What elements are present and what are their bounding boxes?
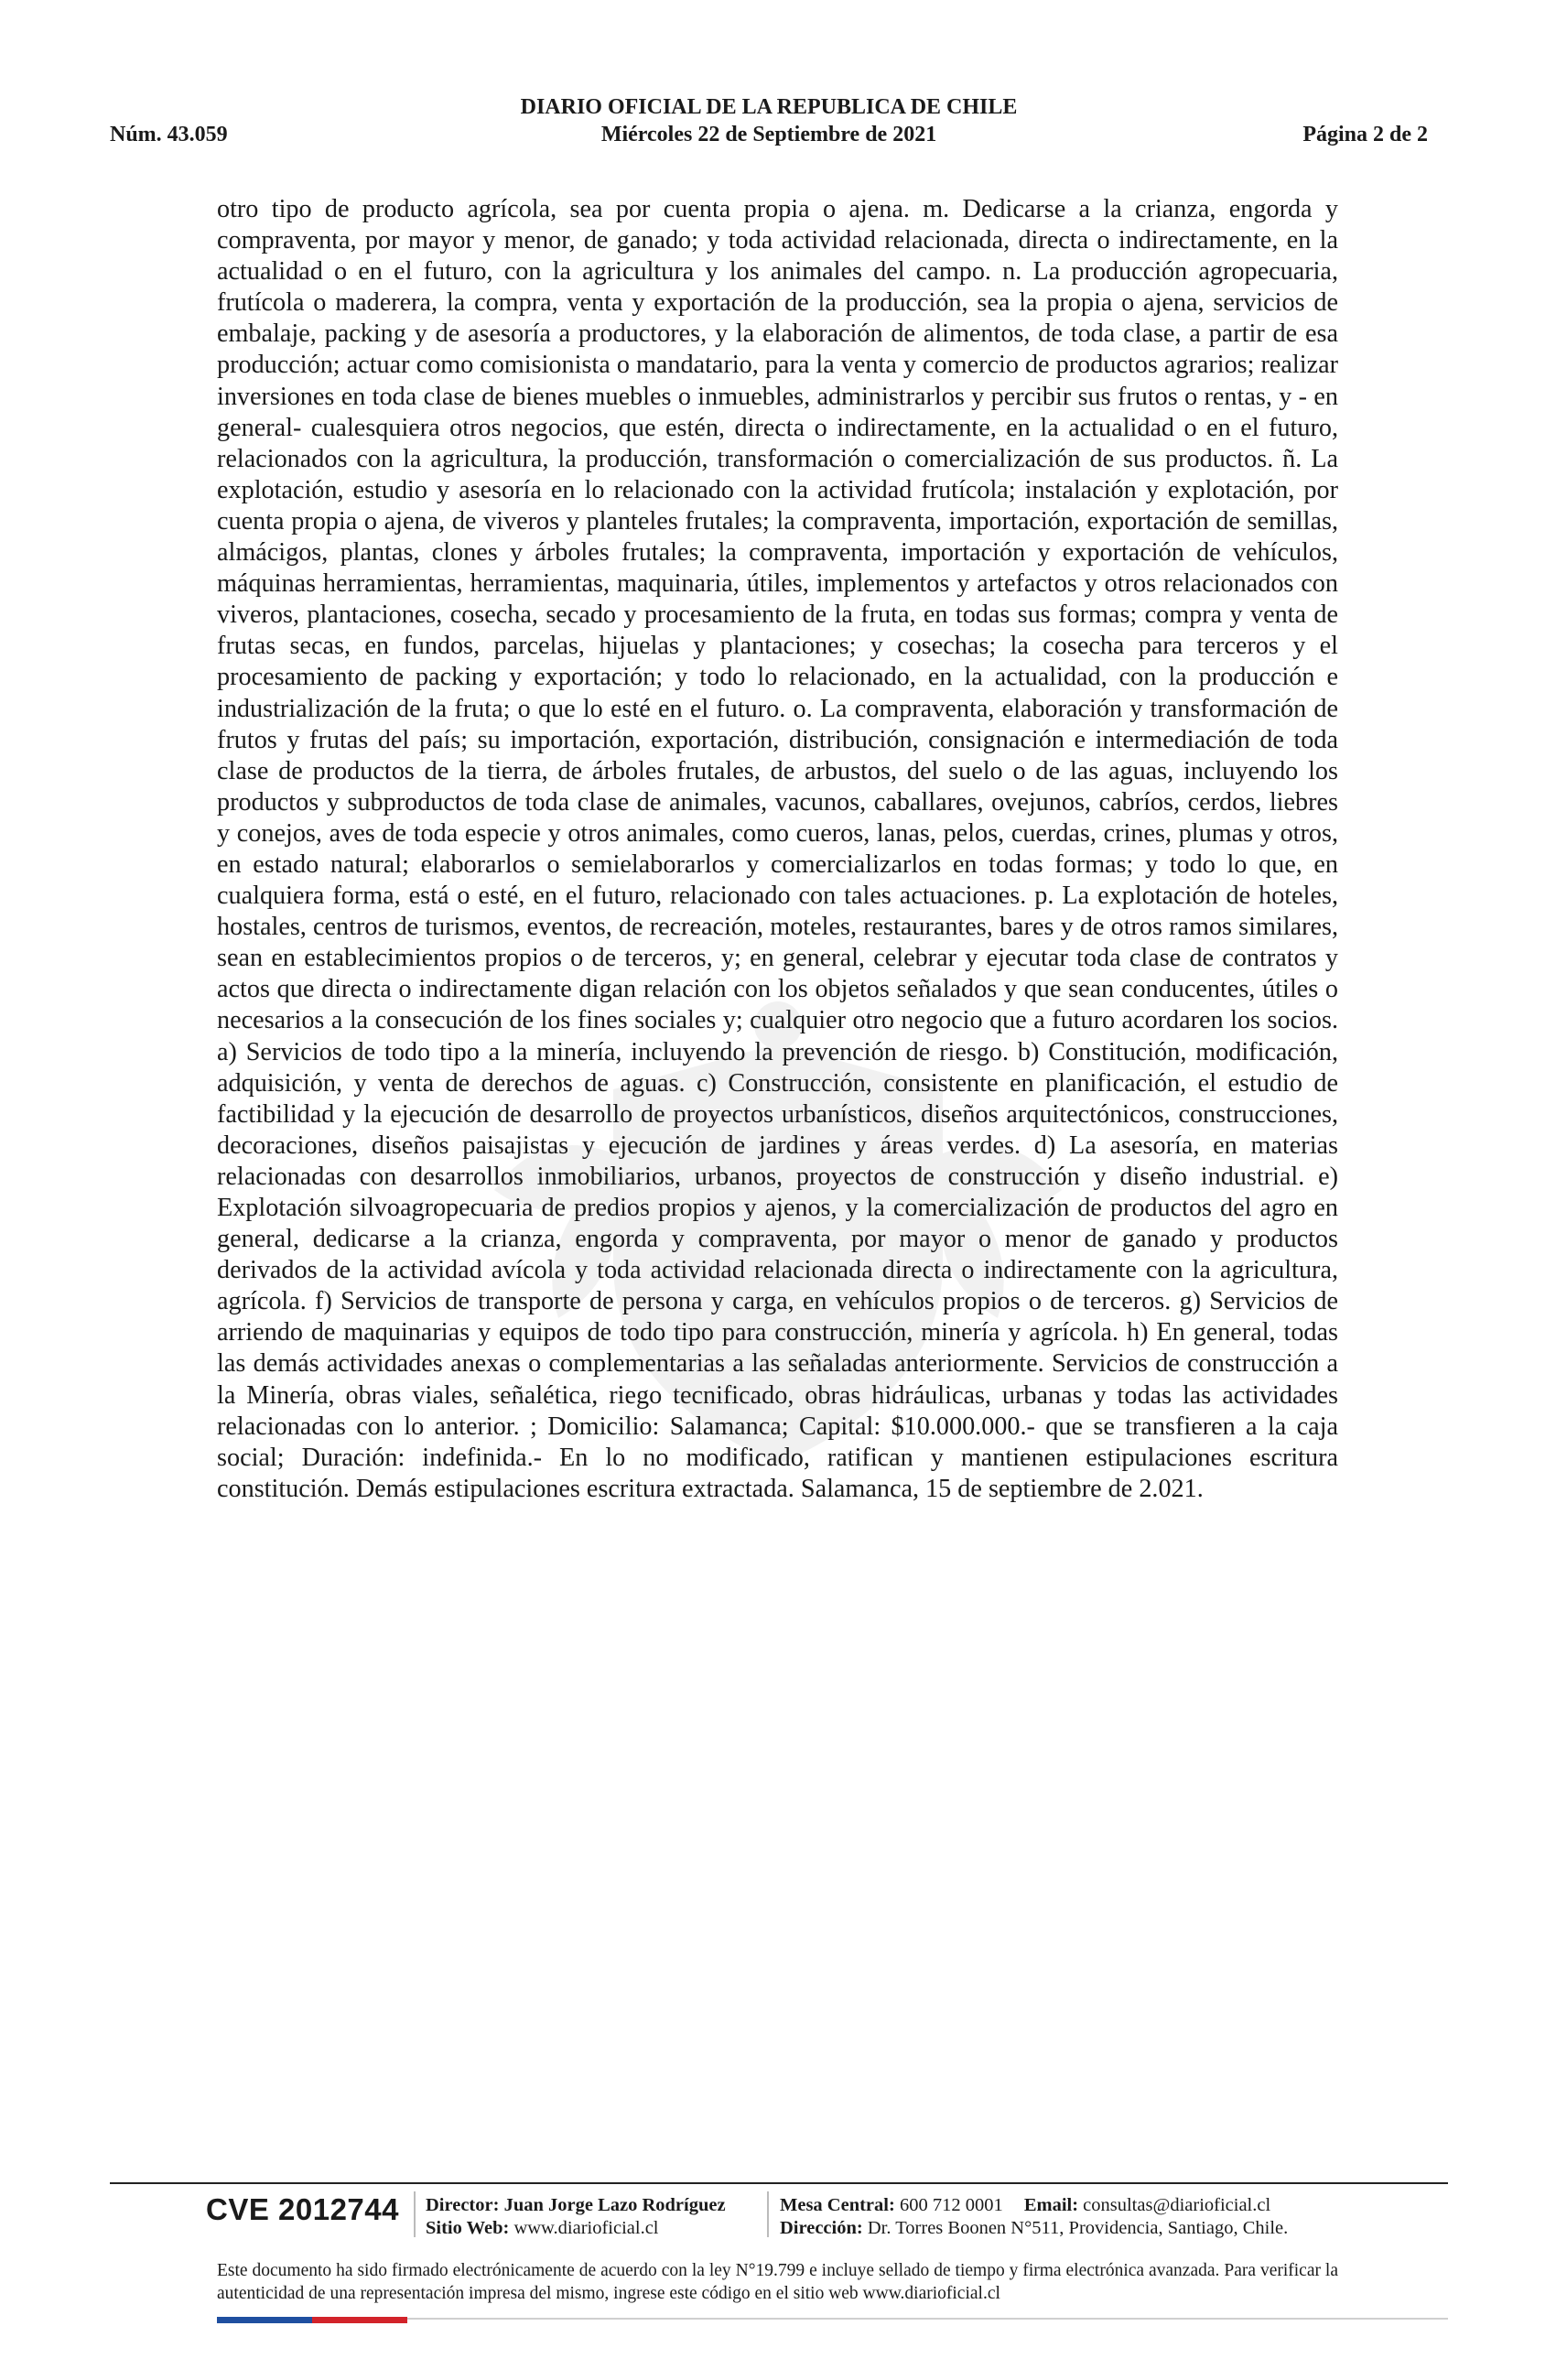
footer-separator [767,2191,769,2237]
page-indicator: Página 2 de 2 [1302,123,1428,146]
legal-notice: Este documento ha sido firmado electrónicamente de acuerdo con la ley N°19.799 e incluye sellado de tiempo y firma electrónica avanzada. Para verificar la autenticidad de una representación impresa del mismo, ingrese este código en el sitio web www.diarioficial.cl [217,2261,1338,2303]
chile-flag-stripe [217,2317,407,2323]
director-label: Director: [426,2195,500,2215]
address-line [780,2217,1288,2240]
flag-red-segment [312,2317,407,2323]
phone-label: Mesa Central: [780,2195,895,2215]
phone-number: 600 712 0001 [899,2195,1003,2215]
director-line [426,2194,726,2217]
footer-divider [110,2182,1448,2184]
address-label: Dirección: [780,2218,863,2238]
director-name: Juan Jorge Lazo Rodríguez [503,2195,726,2215]
page-header [110,92,1428,156]
address-text: Dr. Torres Boonen N°511, Providencia, Santiago, Chile. [867,2218,1289,2238]
contact-line [780,2194,1270,2217]
email-label: Email: [1023,2195,1079,2215]
flag-blue-segment [217,2317,312,2323]
article-body: otro tipo de producto agrícola, sea por cuenta propia o ajena. m. Dedicarse a la crianza, engorda y compraventa, por mayor y menor, de ganado; y toda actividad relacionada, directa o indirectamente, en la actualidad o en el futuro, con la agricultura y los animales del campo. n. La producción agropecuaria, frutícola o maderera, la compra, venta y exportación de la producción, sea la propia o ajena, servicios de embalaje, packing y de asesoría a productores, y la elaboración de alimentos, de toda clase, a partir de esa producción; actuar como comisionista o mandatario, para la venta y comercio de productos agrarios; realizar inversiones en toda clase de bienes muebles o inmuebles, administrarlos y percibir sus frutos o rentas, y - en general- cualesquiera otros negocios, que estén, directa o indirectamente, en la actualidad o en el futuro, relacionados con la agricultura, la producción, transformación o comercialización de sus productos. ñ. La explotación, estudio y asesoría en lo relacionado con la actividad frutícola; instalación y explotación, por cuenta propia o ajena, de viveros y planteles frutales; la compraventa, importación, exportación de semillas, almácigos, plantas, clones y árboles frutales; la compraventa, importación y exportación de vehículos, máquinas herramientas, herramientas, maquinaria, útiles, implementos y artefactos y otros relacionados con viveros, plantaciones, cosecha, secado y procesamiento de la fruta, en todas sus formas; compra y venta de frutas secas, en fundos, parcelas, hijuelas y plantaciones; y cosechas; la cosecha para terceros y el procesamiento de packing y exportación; y todo lo relacionado, en la actualidad, con la producción e industrialización de la fruta; o que lo esté en el futuro. o. La compraventa, elaboración y transformación de frutos y frutas del país; su importación, exportación, distribución, consignación e intermediación de toda clase de productos de la tierra, de árboles frutales, de arbustos, del suelo o de las aguas, incluyendo los productos y subproductos de toda clase de animales, vacunos, caballares, ovejunos, cabríos, cerdos, liebres y conejos, aves de toda especie y otros animales, como cueros, lanas, pelos, cuerdas, crines, plumas y otros, en estado natural; elaborarlos o semielaborarlos y comercializarlos en todas formas; y todo lo que, en cualquiera forma, está o esté, en el futuro, relacionado con tales actuaciones. p. La explotación de hoteles, hostales, centros de turismos, eventos, de recreación, moteles, restaurantes, bares y de otros ramos similares, sean en establecimientos propios o de terceros, y; en general, celebrar y ejecutar toda clase de contratos y actos que directa o indirectamente digan relación con los objetos señalados y que sean conducentes, útiles o necesarios a la consecución de los fines sociales y; cualquier otro negocio que a futuro acordaren los socios. a) Servicios de todo tipo a la minería, incluyendo la prevención de riesgo. b) Constitución, modificación, adquisición, y venta de derechos de aguas. c) Construcción, consistente en planificación, el estudio de factibilidad y la ejecución de desarrollo de proyectos urbanísticos, diseños arquitectónicos, construcciones, decoraciones, diseños paisajistas y ejecución de jardines y áreas verdes. d) La asesoría, en materias relacionadas con desarrollos inmobiliarios, urbanos, proyectos de construcción y diseño industrial. e) Explotación silvoagropecuaria de predios propios y ajenos, y la comercialización de productos del agro en general, dedicarse a la crianza, engorda y compraventa, por mayor o menor de ganado y productos derivados de la actividad avícola y toda actividad relacionada directa o indirectamente con la agricultura, agrícola. f) Servicios de transporte de persona y carga, en vehículos propios o de terceros. g) Servicios de arriendo de maquinarias y equipos de todo tipo para construcción, minería y agrícola. h) En general, todas las demás actividades anexas o complementarias a las señaladas anteriormente. Servicios de construcción a la Minería, obras viales, señalética, riego tecnificado, obras hidráulicas, urbanas y todas las actividades relacionadas con lo anterior. ; Domicilio: Salamanca; Capital: $10.000.000.- que se transfieren a la caja social; Duración: indefinida.- En lo no modificado, ratifican y mantienen estipulaciones escritura constitución. Demás estipulaciones escritura extractada. Salamanca, 15 de septiembre de 2.021. [217,195,1338,1503]
cve-code: CVE 2012744 [206,2192,399,2226]
website-link[interactable]: www.diarioficial.cl [513,2218,659,2238]
publication-date: Miércoles 22 de Septiembre de 2021 [600,123,937,146]
publication-title: DIARIO OFICIAL DE LA REPUBLICA DE CHILE [520,95,1018,119]
website-line [426,2217,659,2240]
website-label: Sitio Web: [426,2218,510,2238]
footer-separator [414,2191,416,2237]
issue-number: Núm. 43.059 [110,123,228,146]
email-link[interactable]: consultas@diarioficial.cl [1083,2195,1271,2215]
